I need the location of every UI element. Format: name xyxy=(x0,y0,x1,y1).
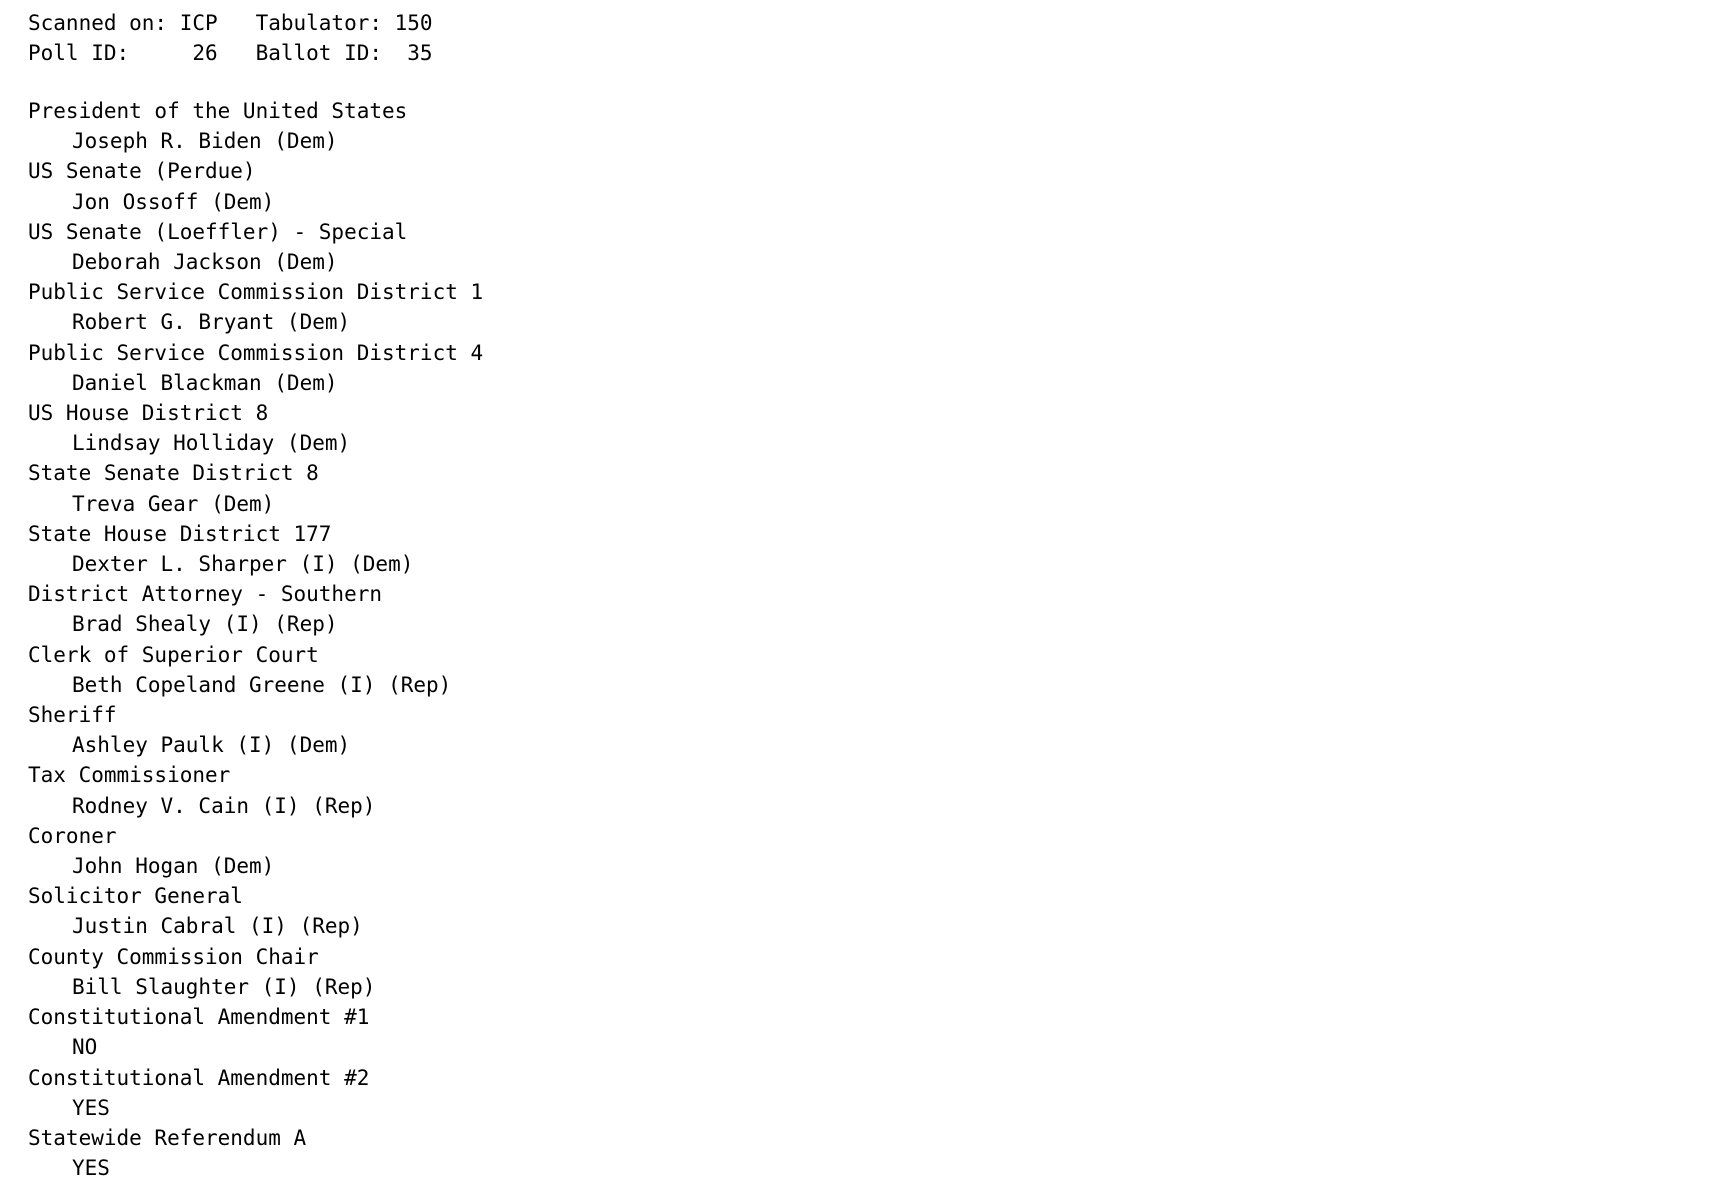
contest-selection: Justin Cabral (I) (Rep) xyxy=(72,914,363,939)
contest-selection: Ashley Paulk (I) (Dem) xyxy=(72,733,351,758)
contest-selection: Jon Ossoff (Dem) xyxy=(72,189,275,214)
contest-psc-district-4 xyxy=(28,338,1728,398)
contest-title: Coroner xyxy=(28,823,117,848)
poll-ballot-id-line: Poll ID: 26 Ballot ID: 35 xyxy=(28,41,433,65)
contest-district-attorney-southern xyxy=(28,579,1728,639)
contest-selection: Beth Copeland Greene (I) (Rep) xyxy=(72,672,452,697)
contest-selection: YES xyxy=(72,1095,110,1120)
contest-title: President of the United States xyxy=(28,99,408,123)
contest-selection: Dexter L. Sharper (I) (Dem) xyxy=(72,552,414,577)
contest-title: US House District 8 xyxy=(28,401,269,426)
contest-selection: Joseph R. Biden (Dem) xyxy=(72,129,338,154)
contest-psc-district-1 xyxy=(28,277,1728,337)
contest-title: County Commission Chair xyxy=(28,944,319,969)
contest-county-commission-chair xyxy=(28,942,1728,1002)
contest-selection: Robert G. Bryant (Dem) xyxy=(72,310,351,335)
contest-title: District Attorney - Southern xyxy=(28,582,383,607)
contest-constitutional-amendment-2 xyxy=(28,1063,1728,1123)
contest-title: Constitutional Amendment #2 xyxy=(28,1065,370,1090)
contest-tax-commissioner xyxy=(28,760,1728,820)
contest-selection: Daniel Blackman (Dem) xyxy=(72,370,338,395)
contest-title: US Senate (Loeffler) - Special xyxy=(28,219,408,244)
contest-coroner xyxy=(28,821,1728,881)
contest-state-house-district-177 xyxy=(28,519,1728,579)
contest-title: US Senate (Perdue) xyxy=(28,159,256,184)
contest-title: Constitutional Amendment #1 xyxy=(28,1005,370,1030)
contest-title: Solicitor General xyxy=(28,884,243,909)
contest-list xyxy=(28,96,1728,1183)
contest-title: Sheriff xyxy=(28,703,117,728)
contest-title: Public Service Commission District 4 xyxy=(28,340,484,365)
contest-selection: Rodney V. Cain (I) (Rep) xyxy=(72,793,376,818)
contest-title: State House District 177 xyxy=(28,521,332,546)
scan-info-line: Scanned on: ICP Tabulator: 150 xyxy=(28,11,433,35)
contest-statewide-referendum-a xyxy=(28,1123,1728,1183)
contest-title: Clerk of Superior Court xyxy=(28,642,319,667)
contest-solicitor-general xyxy=(28,881,1728,941)
contest-constitutional-amendment-1 xyxy=(28,1002,1728,1062)
contest-title: Public Service Commission District 1 xyxy=(28,280,484,305)
ballot-header xyxy=(28,8,1728,68)
contest-selection: YES xyxy=(72,1156,110,1181)
contest-us-senate-perdue xyxy=(28,156,1728,216)
contest-selection: Bill Slaughter (I) (Rep) xyxy=(72,974,376,999)
contest-sheriff xyxy=(28,700,1728,760)
contest-us-house-district-8 xyxy=(28,398,1728,458)
contest-title: Statewide Referendum A xyxy=(28,1125,307,1150)
contest-selection: Lindsay Holliday (Dem) xyxy=(72,431,351,456)
contest-president xyxy=(28,96,1728,156)
contest-selection: Treva Gear (Dem) xyxy=(72,491,275,516)
contest-clerk-of-superior-court xyxy=(28,640,1728,700)
contest-us-senate-loeffler-special xyxy=(28,217,1728,277)
contest-selection: NO xyxy=(72,1035,98,1060)
contest-selection: John Hogan (Dem) xyxy=(72,854,275,879)
contest-selection: Brad Shealy (I) (Rep) xyxy=(72,612,338,637)
contest-state-senate-district-8 xyxy=(28,458,1728,518)
contest-selection: Deborah Jackson (Dem) xyxy=(72,250,338,275)
contest-title: Tax Commissioner xyxy=(28,763,231,788)
contest-title: State Senate District 8 xyxy=(28,461,319,486)
